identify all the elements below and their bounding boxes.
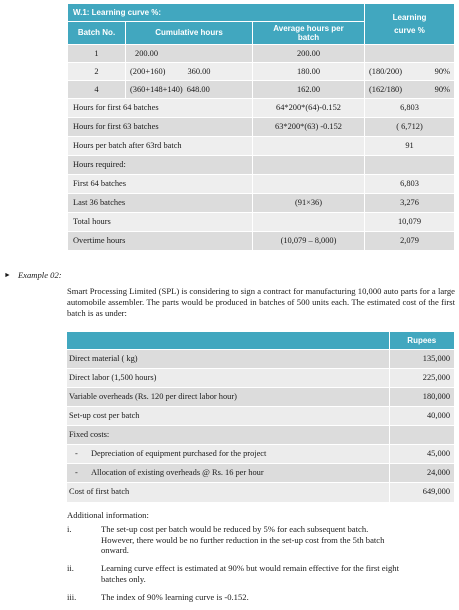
calc-formula xyxy=(253,213,365,232)
average-hours: 200.00 xyxy=(253,45,365,63)
calc-formula: (91×36) xyxy=(253,194,365,213)
list-number: ii. xyxy=(67,563,74,574)
table-row xyxy=(68,232,455,251)
learning-curve-pct xyxy=(365,45,455,63)
calc-label: Last 36 batches xyxy=(68,194,253,213)
table-row xyxy=(67,350,454,369)
header-batch-no: Batch No. xyxy=(68,22,126,45)
table-title: W.1: Learning curve %: xyxy=(68,4,365,22)
learning-curve-table xyxy=(67,3,455,251)
cost-value xyxy=(389,426,454,445)
table-row xyxy=(68,175,455,194)
table-row xyxy=(68,213,455,232)
cost-label: Fixed costs: xyxy=(67,426,389,445)
calc-label: Hours required: xyxy=(68,156,253,175)
table-row xyxy=(67,426,454,445)
average-hours: 162.00 xyxy=(253,81,365,99)
header-blank xyxy=(67,332,389,350)
learning-curve-pct: (180/200) 90% xyxy=(365,63,455,81)
calc-formula xyxy=(253,156,365,175)
header-learning-curve: Learning curve % xyxy=(365,4,455,45)
table-row xyxy=(68,99,455,118)
cost-value: 649,000 xyxy=(389,483,454,502)
list-number: iii. xyxy=(67,591,77,602)
header-average-hours: Average hours per batch xyxy=(253,22,365,45)
calc-formula xyxy=(253,137,365,156)
batch-no: 2 xyxy=(68,63,126,81)
list-number: i. xyxy=(67,524,72,534)
cost-label: - Allocation of existing overheads @ Rs. 16 per hour xyxy=(67,464,389,483)
calc-value: 6,803 xyxy=(365,175,455,194)
cumulative-hours: 200.00 xyxy=(126,45,253,63)
table-row xyxy=(68,156,455,175)
calc-value: 91 xyxy=(365,137,455,156)
list-item xyxy=(67,563,455,584)
calc-value: 2,079 xyxy=(365,232,455,251)
calc-formula: 63*200*(63) -0.152 xyxy=(253,118,365,137)
table-row xyxy=(67,483,454,502)
header-cumulative-hours: Cumulative hours xyxy=(126,22,253,45)
table-row xyxy=(68,194,455,213)
learning-curve-pct: (162/180) 90% xyxy=(365,81,455,99)
table-row xyxy=(68,81,455,99)
calc-formula: 64*200*(64)-0.152 xyxy=(253,99,365,118)
calc-value: 3,276 xyxy=(365,194,455,213)
cost-value: 180,000 xyxy=(389,388,454,407)
table-row xyxy=(67,369,454,388)
cost-label: Set-up cost per batch xyxy=(67,407,389,426)
cost-label: Variable overheads (Rs. 120 per direct labor hour) xyxy=(67,388,389,407)
list-item xyxy=(67,524,455,556)
bullet-arrow-icon: ► xyxy=(4,271,11,279)
cost-value: 45,000 xyxy=(389,445,454,464)
list-item xyxy=(67,592,455,603)
batch-no: 1 xyxy=(68,45,126,63)
additional-info-list xyxy=(67,524,455,609)
table-row xyxy=(67,407,454,426)
calc-label: Hours for first 64 batches xyxy=(68,99,253,118)
list-text: The set-up cost per batch would be reduced by 5% for each subsequent batch. However, there would be no further reduction in the set-up cost from the 5th batch onward. xyxy=(101,524,385,556)
example-title: Example 02: xyxy=(17,270,62,280)
calc-value: 6,803 xyxy=(365,99,455,118)
cost-label: Cost of first batch xyxy=(67,483,389,502)
cost-value: 225,000 xyxy=(389,369,454,388)
table-row xyxy=(68,118,455,137)
additional-info-heading: Additional information: xyxy=(67,510,149,520)
calc-label: Hours per batch after 63rd batch xyxy=(68,137,253,156)
table-row xyxy=(67,464,454,483)
dash-marker: - xyxy=(75,468,78,478)
table-row xyxy=(68,137,455,156)
dash-marker: - xyxy=(75,449,78,459)
cost-label: - Depreciation of equipment purchased for the project xyxy=(67,445,389,464)
cumulative-hours: (200+160) 360.00 xyxy=(126,63,253,81)
cumulative-hours: (360+148+140) 648.00 xyxy=(126,81,253,99)
cost-label: Direct labor (1,500 hours) xyxy=(67,369,389,388)
calc-label: Hours for first 63 batches xyxy=(68,118,253,137)
calc-formula: (10,079 – 8,000) xyxy=(253,232,365,251)
cost-value: 24,000 xyxy=(389,464,454,483)
header-rupees: Rupees xyxy=(389,332,454,350)
cost-label: Direct material ( kg) xyxy=(67,350,389,369)
table-row xyxy=(67,388,454,407)
calc-value: ( 6,712) xyxy=(365,118,455,137)
cost-table xyxy=(67,331,454,502)
batch-no: 4 xyxy=(68,81,126,99)
calc-label: Overtime hours xyxy=(68,232,253,251)
table-row xyxy=(68,45,455,63)
cost-value: 40,000 xyxy=(389,407,454,426)
table-row xyxy=(68,63,455,81)
calc-value: 10,079 xyxy=(365,213,455,232)
calc-label: First 64 batches xyxy=(68,175,253,194)
list-text: Learning curve effect is estimated at 90% but would remain effective for the first eight batches only. xyxy=(101,563,399,584)
cost-value: 135,000 xyxy=(389,350,454,369)
average-hours: 180.00 xyxy=(253,63,365,81)
calc-value xyxy=(365,156,455,175)
calc-formula xyxy=(253,175,365,194)
example-heading xyxy=(4,270,62,280)
list-text: The index of 90% learning curve is -0.152. xyxy=(101,591,249,602)
calc-label: Total hours xyxy=(68,213,253,232)
table-row xyxy=(67,445,454,464)
example-paragraph: Smart Processing Limited (SPL) is considering to sign a contract for manufacturing 10,000 auto parts for a large automobile assembler. The parts would be produced in batches of 500 units each. The estimated cost of the first batch is as under: xyxy=(67,286,455,319)
